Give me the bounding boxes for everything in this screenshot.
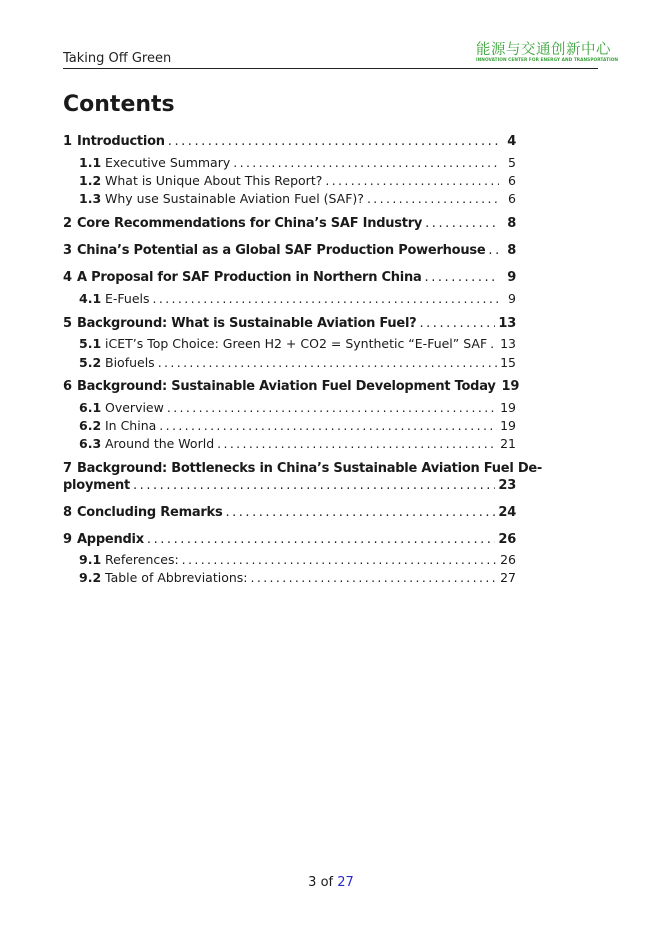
toc-title: Concluding Remarks xyxy=(77,505,223,520)
toc-entry-1-3[interactable] xyxy=(79,191,516,206)
toc-number: 2 xyxy=(63,216,72,231)
toc-title: E-Fuels xyxy=(105,291,150,306)
toc-page: 8 xyxy=(507,243,516,258)
toc-page: 6 xyxy=(508,191,516,206)
toc-title: Background: What is Sustainable Aviation Fuel? xyxy=(77,316,417,331)
dot-leader xyxy=(147,532,496,547)
page-of-label: of xyxy=(320,875,334,890)
toc-title: Overview xyxy=(105,400,164,415)
toc-title: Around the World xyxy=(105,436,215,451)
toc-page: 27 xyxy=(500,570,516,585)
toc-entry-9[interactable] xyxy=(63,532,516,547)
dot-leader xyxy=(367,191,499,206)
page-footer xyxy=(0,875,662,890)
toc-title: Core Recommendations for China’s SAF Industry xyxy=(77,216,423,231)
header-rule xyxy=(63,68,598,69)
toc-entry-5-2[interactable] xyxy=(79,355,516,370)
toc-page: 15 xyxy=(500,355,516,370)
toc-title: Background: Sustainable Aviation Fuel Development Today xyxy=(77,379,496,394)
dot-leader xyxy=(225,505,495,520)
toc-number: 6.1 xyxy=(79,400,102,415)
toc-page: 8 xyxy=(507,216,516,231)
logo-chinese-text: 能源与交通创新中心 xyxy=(476,42,611,58)
icet-logo xyxy=(476,42,619,64)
toc-entry-3[interactable] xyxy=(63,243,516,258)
dot-leader xyxy=(182,552,497,567)
toc-title: Biofuels xyxy=(105,355,155,370)
toc-title: A Proposal for SAF Production in Northern China xyxy=(77,270,422,285)
toc-page: 5 xyxy=(508,155,516,170)
toc-entry-5-1[interactable] xyxy=(79,336,516,351)
toc-title-continued: ployment xyxy=(63,478,130,493)
toc-entry-9-1[interactable] xyxy=(79,552,516,567)
dot-leader xyxy=(425,270,499,285)
toc-entry-5[interactable] xyxy=(63,316,516,331)
toc-title: Table of Abbreviations: xyxy=(105,570,248,585)
dot-leader xyxy=(325,173,499,188)
toc-entry-6-2[interactable] xyxy=(79,418,516,433)
toc-entry-1[interactable] xyxy=(63,134,516,149)
dot-leader xyxy=(419,316,495,331)
toc-number: 3 xyxy=(63,243,72,258)
toc-entry-8[interactable] xyxy=(63,505,516,520)
toc-number: 8 xyxy=(63,505,72,520)
toc-number: 4 xyxy=(63,270,72,285)
toc-title: China’s Potential as a Global SAF Production Powerhouse xyxy=(77,243,486,258)
dot-leader xyxy=(251,570,498,585)
dot-leader xyxy=(425,216,499,231)
logo-english-text: INNOVATION CENTER FOR ENERGY AND TRANSPORTATION xyxy=(476,58,619,63)
toc-title: Executive Summary xyxy=(105,155,231,170)
toc-number: 6.2 xyxy=(79,418,102,433)
toc-page: 9 xyxy=(507,270,516,285)
toc-page: 26 xyxy=(498,532,516,547)
contents-heading: Contents xyxy=(63,92,175,117)
dot-leader xyxy=(167,400,497,415)
toc-title: Background: Bottlenecks in China’s Sustainable Aviation Fuel De- xyxy=(77,461,543,476)
toc-page: 19 xyxy=(500,418,516,433)
toc-entry-7[interactable] xyxy=(63,478,516,493)
toc-entry-6-3[interactable] xyxy=(79,436,516,451)
toc-title: iCET’s Top Choice: Green H2 + CO2 = Synthetic “E-Fuel” SAF xyxy=(105,336,488,351)
toc-entry-4[interactable] xyxy=(63,270,516,285)
toc-entry-7-line1[interactable] xyxy=(63,461,542,476)
toc-entry-6-1[interactable] xyxy=(79,400,516,415)
dot-leader xyxy=(233,155,499,170)
dot-leader xyxy=(488,243,499,258)
toc-entry-6[interactable] xyxy=(63,379,520,394)
dot-leader xyxy=(168,134,499,149)
dot-leader xyxy=(153,291,499,306)
dot-leader xyxy=(217,436,497,451)
toc-title: In China xyxy=(105,418,157,433)
toc-number: 5.2 xyxy=(79,355,102,370)
toc-page: 13 xyxy=(500,336,516,351)
toc-entry-1-1[interactable] xyxy=(79,155,516,170)
toc-number: 9 xyxy=(63,532,72,547)
total-pages-link[interactable]: 27 xyxy=(337,875,354,890)
toc-page: 26 xyxy=(500,552,516,567)
toc-number: 5.1 xyxy=(79,336,102,351)
toc-title: References: xyxy=(105,552,179,567)
dot-leader xyxy=(159,418,497,433)
toc-title: What is Unique About This Report? xyxy=(105,173,323,188)
toc-number: 1 xyxy=(63,134,72,149)
toc-entry-2[interactable] xyxy=(63,216,516,231)
toc-number: 4.1 xyxy=(79,291,102,306)
toc-page: 13 xyxy=(498,316,516,331)
toc-title: Appendix xyxy=(77,532,144,547)
toc-page: 9 xyxy=(508,291,516,306)
dot-leader xyxy=(133,478,495,493)
toc-number: 5 xyxy=(63,316,72,331)
toc-entry-4-1[interactable] xyxy=(79,291,516,306)
toc-page: 19 xyxy=(500,400,516,415)
toc-entry-1-2[interactable] xyxy=(79,173,516,188)
toc-number: 6.3 xyxy=(79,436,102,451)
toc-number: 1.1 xyxy=(79,155,102,170)
dot-leader xyxy=(158,355,497,370)
current-page-number: 3 xyxy=(308,875,317,890)
toc-page: 6 xyxy=(508,173,516,188)
toc-page: 19 xyxy=(501,379,520,394)
toc-number: 7 xyxy=(63,461,72,476)
toc-number: 1.3 xyxy=(79,191,102,206)
running-header-title: Taking Off Green xyxy=(63,51,172,66)
toc-page: 4 xyxy=(507,134,516,149)
dot-leader xyxy=(490,336,497,351)
toc-page: 24 xyxy=(498,505,516,520)
toc-title: Introduction xyxy=(77,134,165,149)
toc-entry-9-2[interactable] xyxy=(79,570,516,585)
toc-number: 9.2 xyxy=(79,570,102,585)
toc-number: 1.2 xyxy=(79,173,102,188)
toc-number: 9.1 xyxy=(79,552,102,567)
toc-page: 23 xyxy=(498,478,516,493)
toc-title: Why use Sustainable Aviation Fuel (SAF)? xyxy=(105,191,364,206)
toc-number: 6 xyxy=(63,379,72,394)
toc-page: 21 xyxy=(500,436,516,451)
